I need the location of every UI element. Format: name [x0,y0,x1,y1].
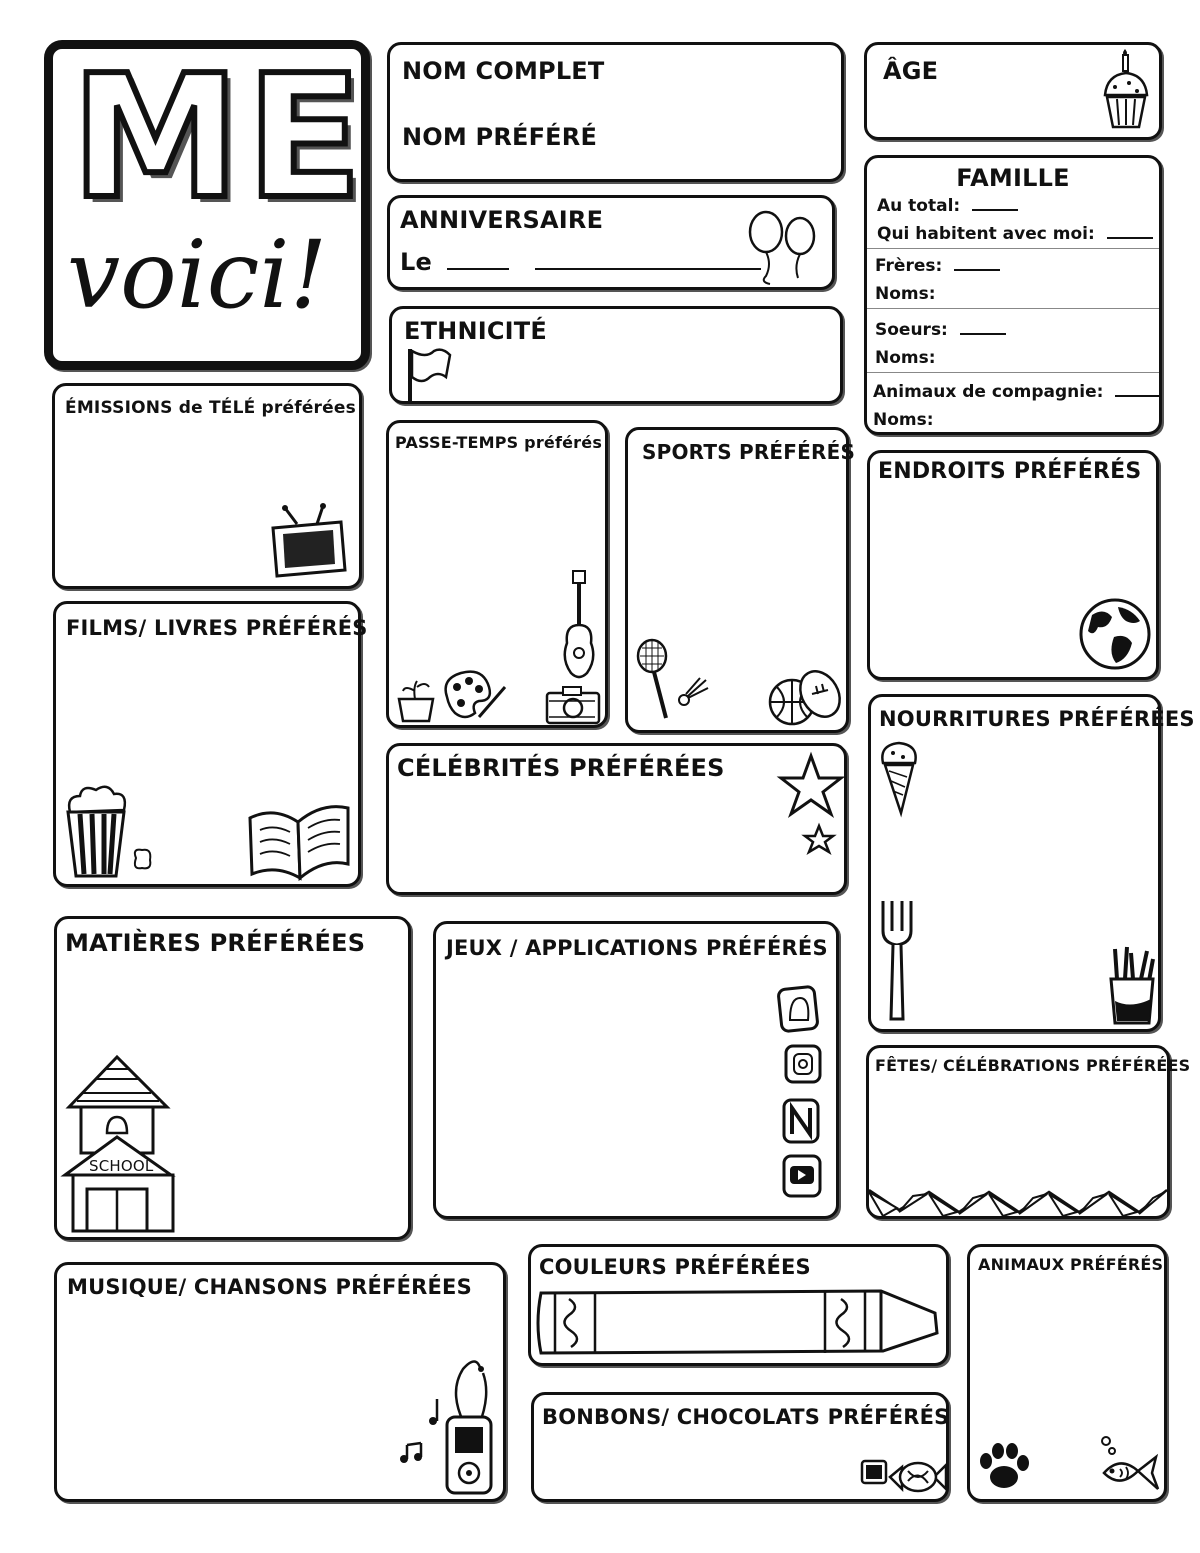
birthday-label: ANNIVERSAIRE [400,206,604,234]
animals-box [967,1244,1167,1502]
ethnicity-label: ETHNICITÉ [404,317,547,345]
age-label: ÂGE [883,57,939,85]
age-box [864,42,1162,140]
sports-label: SPORTS PRÉFÉRÉS [642,440,856,464]
holidays-label: FÊTES/ CÉLÉBRATIONS PRÉFÉRÉES [875,1056,1191,1075]
family-brothers [875,256,1000,276]
family-brothers-blank[interactable] [954,269,1000,271]
full-name-label: NOM COMPLET [402,57,605,85]
music-box [54,1262,506,1502]
popcorn-icon [62,782,162,878]
family-pets [873,382,1161,402]
paw-icon [976,1441,1030,1491]
games-apps-label: JEUX / APPLICATIONS PRÉFÉRÉS [446,936,828,960]
bunting-icon [869,1182,1167,1218]
family-total [877,196,1018,216]
birthday-box [387,195,835,290]
celebrities-box [386,743,847,895]
films-books-box [53,601,368,887]
celebrities-label: CÉLÉBRITÉS PRÉFÉRÉES [397,754,725,782]
ethnicity-box [389,306,843,404]
logo-title-voici: voici! [67,221,328,330]
birthday-day-blank[interactable] [447,268,509,270]
birthday-prefix: Le [400,248,432,276]
candy-box [531,1392,949,1502]
family-sisters-blank[interactable] [960,333,1006,335]
animals-label: ANIMAUX PRÉFÉRÉS [978,1255,1164,1274]
family-pets-blank[interactable] [1115,395,1161,397]
family-title: FAMILLE [956,164,1070,192]
ice-cream-icon [879,741,919,815]
logo-title-me: ME [71,39,369,237]
fries-icon [1107,945,1157,1025]
colors-label: COULEURS PRÉFÉRÉES [539,1255,811,1279]
book-icon [246,800,354,880]
cupcake-icon [1101,49,1151,133]
food-box [868,694,1195,1032]
birthday-date-line [400,248,761,276]
fork-icon [879,897,915,1023]
food-label: NOURRITURES PRÉFÉRÉES [879,707,1195,731]
family-sisters-names: Noms: [875,348,936,368]
candy-icon [860,1455,946,1499]
candy-label: BONBONS/ CHOCOLATS PRÉFÉRÉS [542,1405,950,1429]
places-box [867,450,1159,680]
subjects-box [54,916,411,1240]
family-brothers-names: Noms: [875,284,936,304]
tv-shows-label: ÉMISSIONS de TÉLÉ préférées [65,398,356,418]
family-box [864,155,1162,435]
tv-shows-box [52,383,362,589]
family-divider [867,248,1159,249]
school-sign-text: SCHOOL [89,1157,154,1175]
family-pets-label: Animaux de compagnie: [873,382,1104,402]
plant-icon [395,677,437,723]
family-brothers-label: Frères: [875,256,943,276]
colors-box [528,1244,949,1366]
palette-icon [439,667,509,723]
family-divider [867,372,1159,373]
preferred-name-label: NOM PRÉFÉRÉ [402,123,598,151]
places-label: ENDROITS PRÉFÉRÉS [878,459,1142,484]
family-total-label: Au total: [877,196,961,216]
globe-icon [1078,597,1152,671]
school-icon [63,1055,179,1235]
hobbies-label: PASSE-TEMPS préférés [395,433,603,452]
holidays-box [866,1045,1191,1219]
family-divider [867,308,1159,309]
name-box [387,42,844,182]
games-apps-box [433,921,839,1219]
family-living-label: Qui habitent avec moi: [877,224,1095,244]
family-sisters [875,320,1006,340]
camera-icon [545,685,603,725]
flag-icon [404,347,454,403]
tv-icon [269,504,349,582]
family-living-blank[interactable] [1107,237,1153,239]
family-pets-names: Noms: [873,410,934,430]
sports-box [625,427,856,733]
guitar-icon [559,569,599,683]
music-player-icon [399,1351,499,1499]
family-sisters-label: Soeurs: [875,320,948,340]
subjects-label: MATIÈRES PRÉFÉRÉES [65,929,366,957]
title-logo-box [44,40,370,370]
star-icon [779,752,845,856]
hobbies-box [386,420,608,728]
shuttlecock-icon [676,676,710,708]
app-icons [774,984,830,1200]
family-total-blank[interactable] [972,209,1018,211]
birthday-month-blank[interactable] [535,268,761,270]
films-books-label: FILMS/ LIVRES PRÉFÉRÉS [66,616,368,640]
balls-icon [768,668,846,728]
family-living [877,224,1153,244]
music-label: MUSIQUE/ CHANSONS PRÉFÉRÉES [67,1275,472,1299]
balloons-icon [744,206,824,286]
racket-icon [634,638,674,722]
fish-icon [1098,1433,1162,1495]
crayon-icon [535,1285,945,1359]
